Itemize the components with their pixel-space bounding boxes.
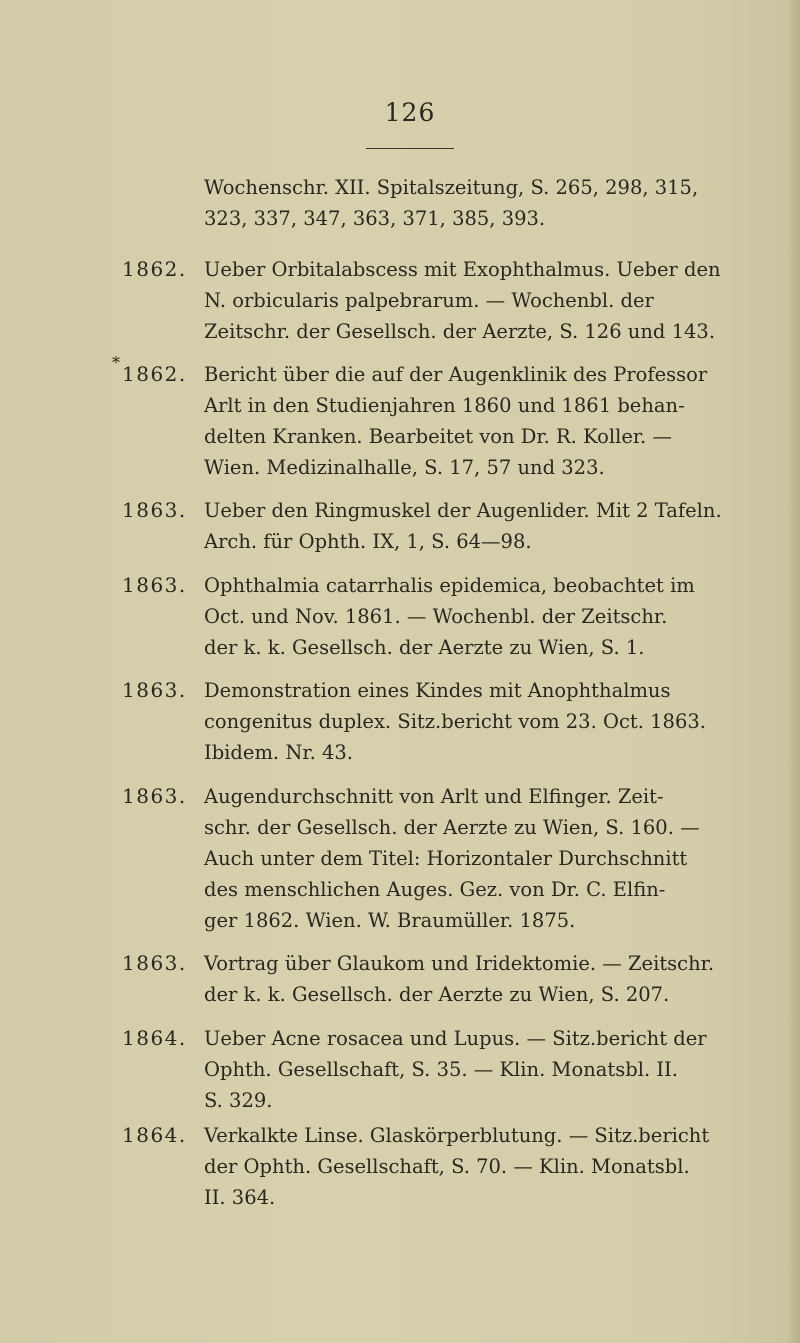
entry-text: [204, 254, 739, 347]
entry-year: 1863.: [122, 573, 187, 597]
entry-text: [204, 1023, 739, 1116]
entry-line: der Ophth. Gesellschaft, S. 70. — Klin. Monatsbl.: [204, 1155, 690, 1178]
entry-year: 1863.: [122, 951, 187, 975]
entry-line: delten Kranken. Bearbeitet von Dr. R. Koller. —: [204, 425, 672, 448]
entry-line: Demonstration eines Kindes mit Anophthalmus: [204, 679, 671, 702]
entry-line: Vortrag über Glaukom und Iridektomie. — Zeitschr.: [204, 952, 715, 975]
entry-line: Bericht über die auf der Augenklinik des Professor: [204, 363, 708, 386]
page-edge-shadow: [786, 0, 800, 1343]
entry-line: Wien. Medizinalhalle, S. 17, 57 und 323.: [204, 456, 605, 479]
entry-text: [204, 948, 739, 1010]
entry-line: Arlt in den Studienjahren 1860 und 1861 behan-: [204, 394, 685, 417]
entry-line: Oct. und Nov. 1861. — Wochenbl. der Zeitschr.: [204, 605, 668, 628]
entry-text: [204, 359, 739, 483]
entry-line: Augendurchschnitt von Arlt und Elfinger. Zeit-: [204, 785, 664, 808]
entry-year: 1863.: [122, 784, 187, 808]
entry-line: Ophth. Gesellschaft, S. 35. — Klin. Monatsbl. II.: [204, 1058, 678, 1081]
entry-line: Auch unter dem Titel: Horizontaler Durchschnitt: [204, 847, 688, 870]
entry-line: 323, 337, 347, 363, 371, 385, 393.: [204, 207, 546, 230]
entry-line: der k. k. Gesellsch. der Aerzte zu Wien, S. 207.: [204, 983, 670, 1006]
entry-line: Ueber Orbitalabscess mit Exophthalmus. Ueber den: [204, 258, 721, 281]
entry-line: schr. der Gesellsch. der Aerzte zu Wien, S. 160. —: [204, 816, 700, 839]
page-number-rule: [366, 148, 454, 149]
entry-year: 1864.: [122, 1026, 187, 1050]
entry-year: 1862.: [122, 257, 187, 281]
page-number: 126: [384, 98, 436, 127]
entry-text: [204, 781, 739, 936]
asterisk-mark: *: [112, 353, 120, 372]
entry-line: Wochenschr. XII. Spitalszeitung, S. 265, 298, 315,: [204, 176, 699, 199]
entry-line: N. orbicularis palpebrarum. — Wochenbl. der: [204, 289, 654, 312]
entry-line: Ueber den Ringmuskel der Augenlider. Mit 2 Tafeln.: [204, 499, 722, 522]
entry-line: II. 364.: [204, 1186, 276, 1209]
entry-line: Zeitschr. der Gesellsch. der Aerzte, S. 126 und 143.: [204, 320, 716, 343]
entry-text: [204, 570, 739, 663]
entry-line: S. 329.: [204, 1089, 273, 1112]
entry-line: Ueber Acne rosacea und Lupus. — Sitz.bericht der: [204, 1027, 707, 1050]
entry-year: 1862.: [122, 362, 187, 386]
entry-line: congenitus duplex. Sitz.bericht vom 23. Oct. 1863.: [204, 710, 706, 733]
entry-year: 1863.: [122, 678, 187, 702]
entry-line: des menschlichen Auges. Gez. von Dr. C. Elfin-: [204, 878, 666, 901]
entry-line: ger 1862. Wien. W. Braumüller. 1875.: [204, 909, 576, 932]
entry-text: [204, 675, 739, 768]
entry-text: [204, 172, 739, 234]
entry-text: [204, 495, 739, 557]
entry-year: 1864.: [122, 1123, 187, 1147]
entry-line: Arch. für Ophth. IX, 1, S. 64—98.: [204, 530, 532, 553]
entry-year: 1863.: [122, 498, 187, 522]
entry-line: Ophthalmia catarrhalis epidemica, beobachtet im: [204, 574, 695, 597]
entry-line: Ibidem. Nr. 43.: [204, 741, 353, 764]
entry-line: der k. k. Gesellsch. der Aerzte zu Wien, S. 1.: [204, 636, 645, 659]
entry-text: [204, 1120, 739, 1213]
entry-line: Verkalkte Linse. Glaskörperblutung. — Sitz.bericht: [204, 1124, 710, 1147]
